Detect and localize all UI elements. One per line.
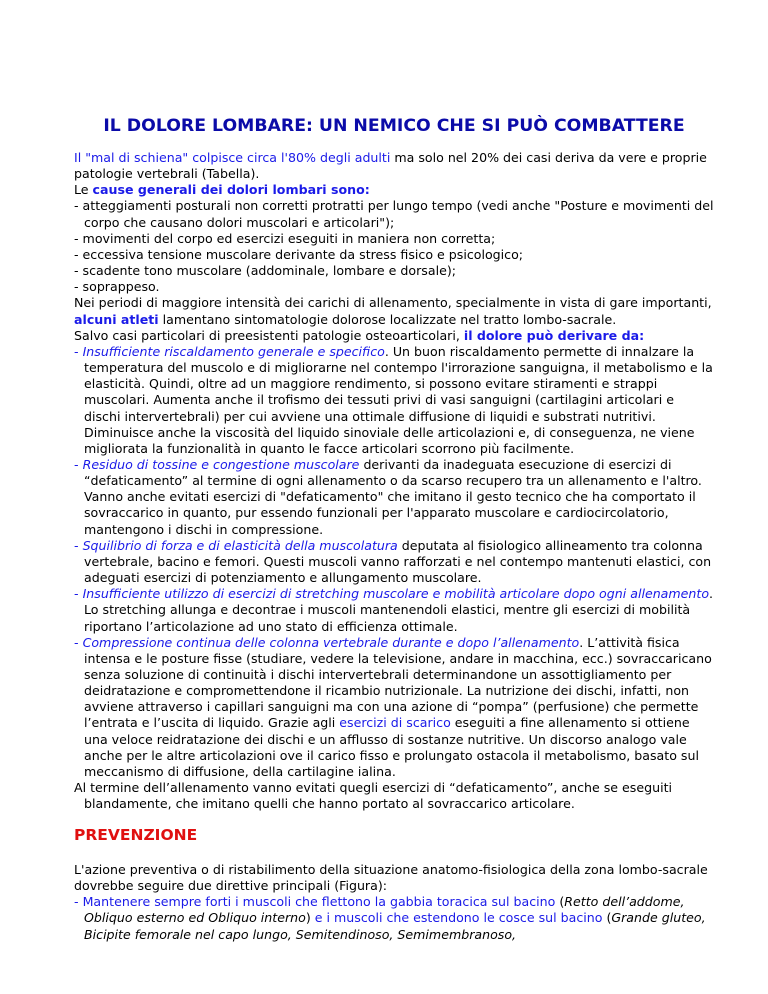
flexor-muscles-list: Retto dell’addome, Obliquo esterno ed Obliquo interno — [84, 894, 685, 926]
item-text: derivanti da inadeguata esecuzione di esercizi di “defaticamento” al termine di ogni allenamento o da scarso recupero tra un allenamento e l'altro. Vanno anche evitati esercizi di "defaticamento" che imitano il gesto tecnico che ha comportato il sovraccarico in quanto, pur essendo funzionali per l'apparato muscolare e cardiocircolatorio, mantengono i dischi in compressione. — [84, 456, 702, 537]
extensor-muscles-link[interactable]: e i muscoli che estendono le cosce sul bacino — [314, 910, 603, 926]
cause-detail-item — [74, 457, 714, 538]
item-text: . Lo stretching allunga e decontrae i muscoli mantenendoli elastici, mentre gli esercizi di mobilità riportano l’articolazione ad uno stato di efficienza ottimale. — [84, 586, 714, 634]
cause-detail-item — [74, 344, 714, 457]
item-prefix: - — [74, 634, 83, 650]
intro-paragraph — [74, 150, 714, 182]
item-text: . L’attività fisica intensa e le posture fisse (studiare, vedere la televisione, andare in macchina, ecc.) sovraccaricano senza soluzione di continuità i dischi intervertebrali determinandone un assottigliamento per deidratazione e compromettendone il ricambio nutrizionale. La nutrizione dei dischi, infatti, non avviene attraverso i capillari sanguigni ma con una azione di “pompa” (perfusione) che permette l’entrata e l’uscita di liquido. Grazie agli — [84, 634, 712, 731]
item-prefix: - — [74, 586, 83, 602]
item-text: . Un buon riscaldamento permette di innalzare la temperatura del muscolo e di migliorarne nel contempo l'irrorazione sanguigna, il metabolismo e la elasticità. Quindi, oltre ad un maggiore rendimento, si possono evitare stiramenti e strappi muscolari. Aumenta anche il trofismo dei tessuti privi di vasi sanguigni (cartilagini articolari e dischi intervertebrali) per cui avviene una ottimale diffusione di liquidi e substrati nutritivi. Diminuisce anche la viscosità del liquido sinoviale delle articolazioni e, di conseguenza, ne viene migliorata la funzionalità in quanto le facce articolari scorrono più facilmente. — [84, 343, 713, 456]
item-prefix: - — [74, 343, 83, 359]
cause-item: - eccessiva tensione muscolare derivante da stress fisico e psicologico; — [74, 246, 524, 262]
paren-close: ) — [305, 910, 315, 926]
page-title: IL DOLORE LOMBARE: UN NEMICO CHE SI PUÒ COMBATTERE — [103, 116, 685, 136]
causes-intro-bold: cause generali dei dolori lombari sono: — [92, 182, 370, 198]
cause-detail-item — [74, 538, 714, 586]
article-body — [74, 150, 714, 812]
item-text-continued: eseguiti a fine allenamento si ottiene una veloce reidratazione dei dischi e un afflusso di sostanze nutritive. Un discorso analogo vale anche per le altre articolazioni ove il carico fisso e prolungato ostacola il metabolismo, basato sul meccanismo di diffusione, della cartilagine ialina. — [84, 715, 699, 779]
item-lead: Compressione continua delle colonna vertebrale durante e dopo l’allenamento — [82, 634, 580, 650]
cause-item: - atteggiamenti posturali non corretti protratti per lungo tempo (vedi anche "Posture e movimenti del corpo che causano dolori muscolari e articolari"); — [74, 198, 714, 230]
paren-open: ( — [555, 894, 565, 910]
scarico-exercises-link[interactable]: esercizi di scarico — [339, 715, 451, 731]
causes-intro-pre: Le — [74, 182, 93, 198]
item-lead: Squilibrio di forza e di elasticità della muscolatura — [82, 537, 398, 553]
pain-intro-pre: Salvo casi particolari di preesistenti patologie osteoarticolari, — [74, 327, 464, 343]
pain-intro-bold: il dolore può derivare da: — [463, 327, 645, 343]
item-lead: Insufficiente utilizzo di esercizi di stretching muscolare e mobilità articolare dopo ogni allenamento — [82, 586, 710, 602]
item-lead: Insufficiente riscaldamento generale e specifico — [82, 343, 385, 359]
item-prefix: - — [74, 537, 83, 553]
prevention-section — [74, 862, 714, 943]
intro-text: ma solo nel 20% dei casi deriva da vere e proprie patologie vertebrali (Tabella). — [74, 150, 707, 182]
athletes-bold: alcuni atleti — [74, 311, 159, 327]
athletes-pre: Nei periodi di maggiore intensità dei carichi di allenamento, specialmente in vista di gare importanti, — [74, 295, 712, 311]
item-prefix: - — [74, 456, 83, 472]
cause-detail-item — [74, 586, 714, 634]
flexor-muscles-link[interactable]: Mantenere sempre forti i muscoli che flettono la gabbia toracica sul bacino — [82, 894, 556, 910]
cause-detail-item — [74, 635, 714, 780]
intro-link[interactable]: Il "mal di schiena" colpisce circa l'80% degli adulti — [74, 150, 391, 165]
cause-item: - soprappeso. — [74, 279, 160, 295]
item-text: deputata al fisiologico allineamento tra colonna vertebrale, bacino e femori. Questi muscoli vanno rafforzati e nel contempo mantenuti elastici, con adeguati esercizi di potenziamento e allungamento muscolare. — [84, 537, 712, 586]
pain-intro — [74, 328, 714, 344]
causes-intro — [74, 182, 714, 198]
cause-item: - scadente tono muscolare (addominale, lombare e dorsale); — [74, 263, 456, 279]
closing-paragraph: Al termine dell’allenamento vanno evitati quegli esercizi di “defaticamento”, anche se eseguiti blandamente, che imitano quelli che hanno portato al sovraccarico articolare. — [74, 780, 673, 812]
item-prefix: - — [74, 894, 83, 910]
extensor-muscles-list: Grande gluteo, Bicipite femorale nel capo lungo, Semitendinoso, Semimembranoso, — [84, 910, 706, 942]
athletes-post: lamentano sintomatologie dolorose localizzate nel tratto lombo-sacrale. — [158, 311, 617, 327]
athletes-paragraph — [74, 295, 714, 327]
item-lead: Residuo di tossine e congestione muscolare — [82, 456, 360, 472]
cause-item: - movimenti del corpo ed esercizi eseguiti in maniera non corretta; — [74, 230, 496, 246]
prevention-heading: PREVENZIONE — [74, 826, 198, 844]
prevention-item — [74, 894, 714, 942]
prevention-intro: L'azione preventiva o di ristabilimento della situazione anatomo-fisiologica della zona lombo-sacrale dovrebbe seguire due direttive principali (Figura): — [74, 862, 708, 894]
paren-open: ( — [602, 910, 612, 926]
